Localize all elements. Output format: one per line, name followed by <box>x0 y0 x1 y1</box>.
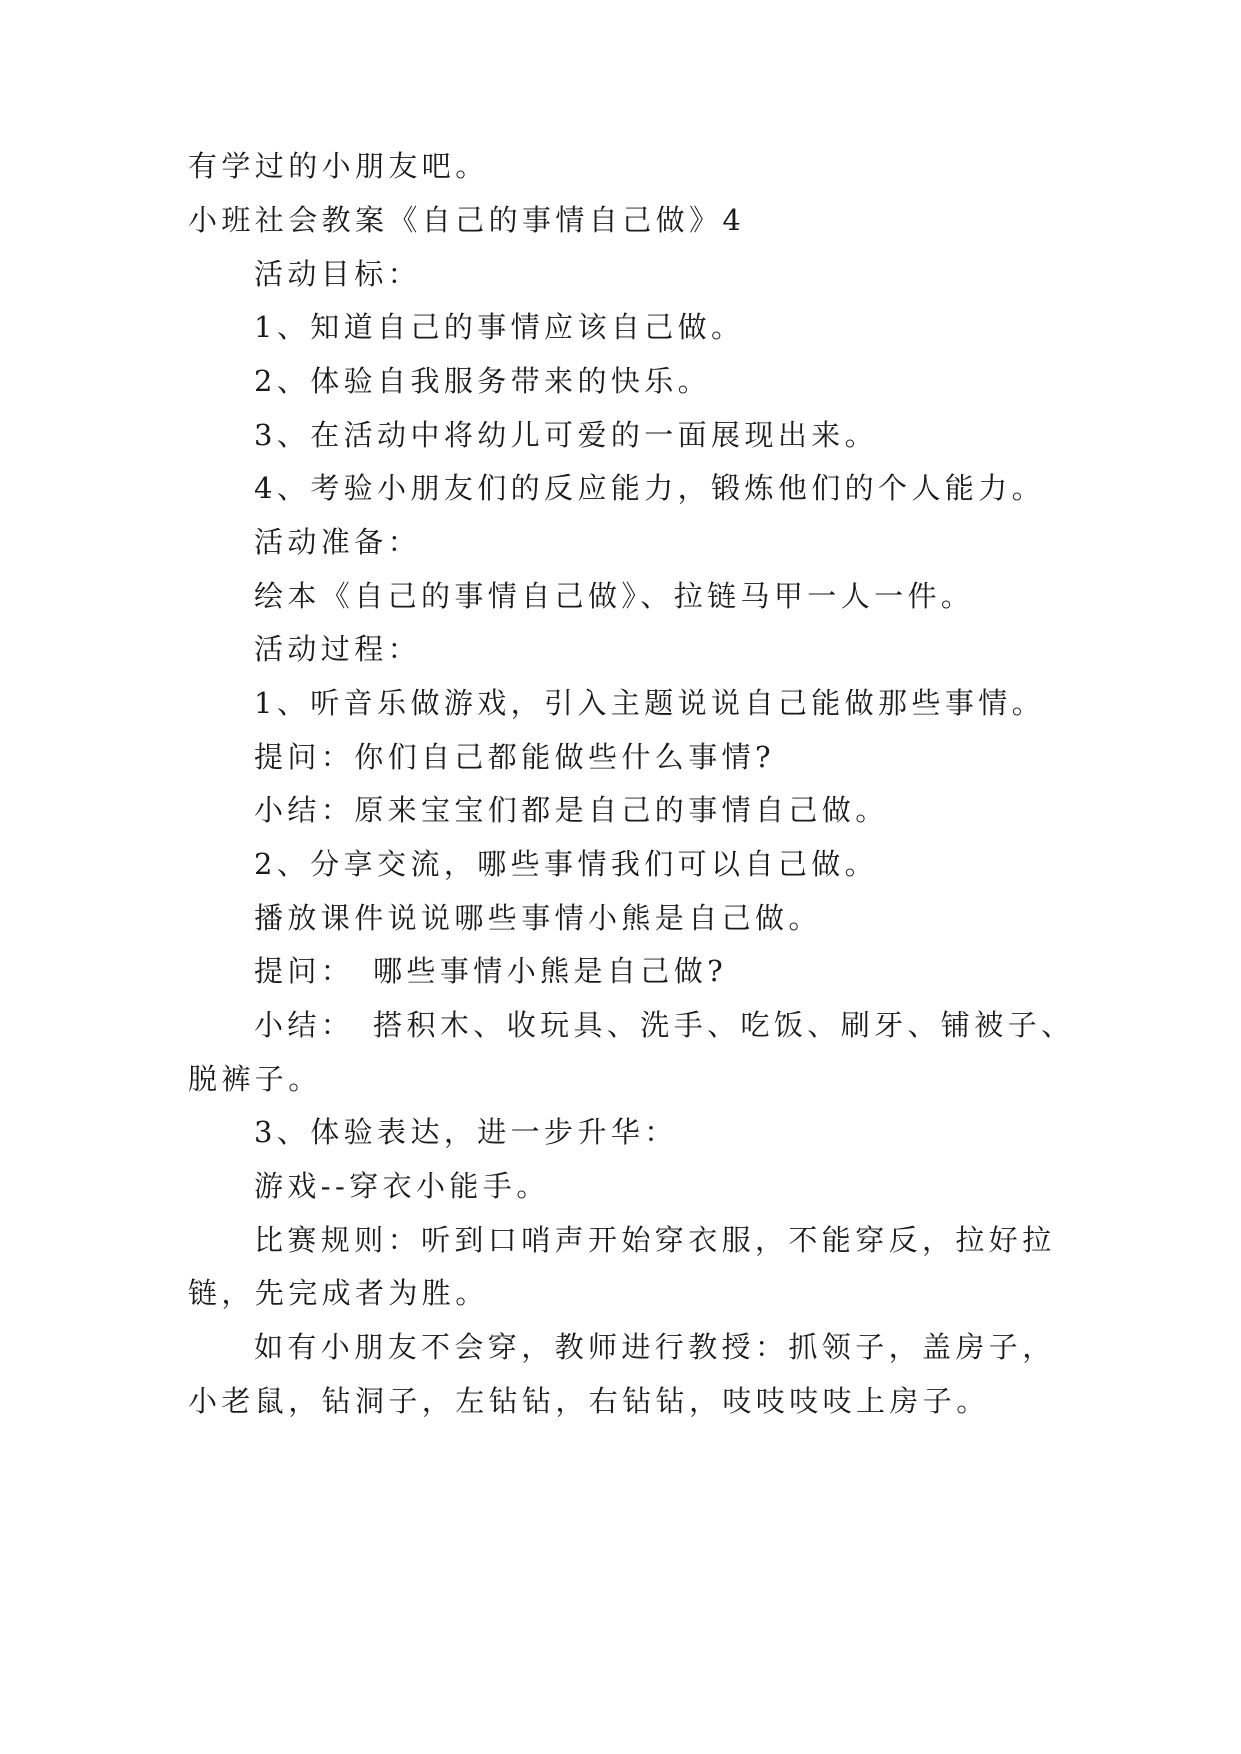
process-step-1: 1、听音乐做游戏，引入主题说说自己能做那些事情。 <box>254 686 1046 720</box>
goal-item-1: 1、知道自己的事情应该自己做。 <box>254 310 745 344</box>
question-1: 提问：你们自己都能做些什么事情? <box>254 740 775 774</box>
summary-2-continuation: 脱裤子。 <box>188 1062 322 1096</box>
summary-1: 小结：原来宝宝们都是自己的事情自己做。 <box>254 793 889 827</box>
process-step-2: 2、分享交流，哪些事情我们可以自己做。 <box>254 847 879 881</box>
game-rules: 比赛规则：听到口哨声开始穿衣服，不能穿反，拉好拉 <box>254 1223 1056 1257</box>
text-line-continuation: 有学过的小朋友吧。 <box>188 149 489 183</box>
teaching-text-continuation: 小老鼠，钻洞子，左钻钻，右钻钻，吱吱吱吱上房子。 <box>188 1384 990 1418</box>
goal-item-4: 4、考验小朋友们的反应能力，锻炼他们的个人能力。 <box>254 471 1046 505</box>
game-title: 游戏--穿衣小能手。 <box>254 1169 550 1203</box>
courseware-text: 播放课件说说哪些事情小熊是自己做。 <box>254 901 822 935</box>
goal-item-3: 3、在活动中将幼儿可爱的一面展现出来。 <box>254 418 879 452</box>
teaching-text: 如有小朋友不会穿，教师进行教授：抓领子，盖房子， <box>254 1330 1056 1364</box>
preparation-text: 绘本《自己的事情自己做》、拉链马甲一人一件。 <box>254 579 975 613</box>
heading-activity-goals: 活动目标： <box>254 257 422 291</box>
goal-item-2: 2、体验自我服务带来的快乐。 <box>254 364 712 398</box>
heading-activity-preparation: 活动准备： <box>254 525 422 559</box>
summary-2: 小结： 搭积木、收玩具、洗手、吃饭、刷牙、铺被子、 <box>254 1008 1075 1042</box>
process-step-3: 3、体验表达，进一步升华： <box>254 1115 678 1149</box>
game-rules-continuation: 链，先完成者为胜。 <box>188 1276 489 1310</box>
question-2: 提问： 哪些事情小熊是自己做? <box>254 954 728 988</box>
section-title: 小班社会教案《自己的事情自己做》4 <box>188 203 746 237</box>
heading-activity-process: 活动过程： <box>254 632 422 666</box>
